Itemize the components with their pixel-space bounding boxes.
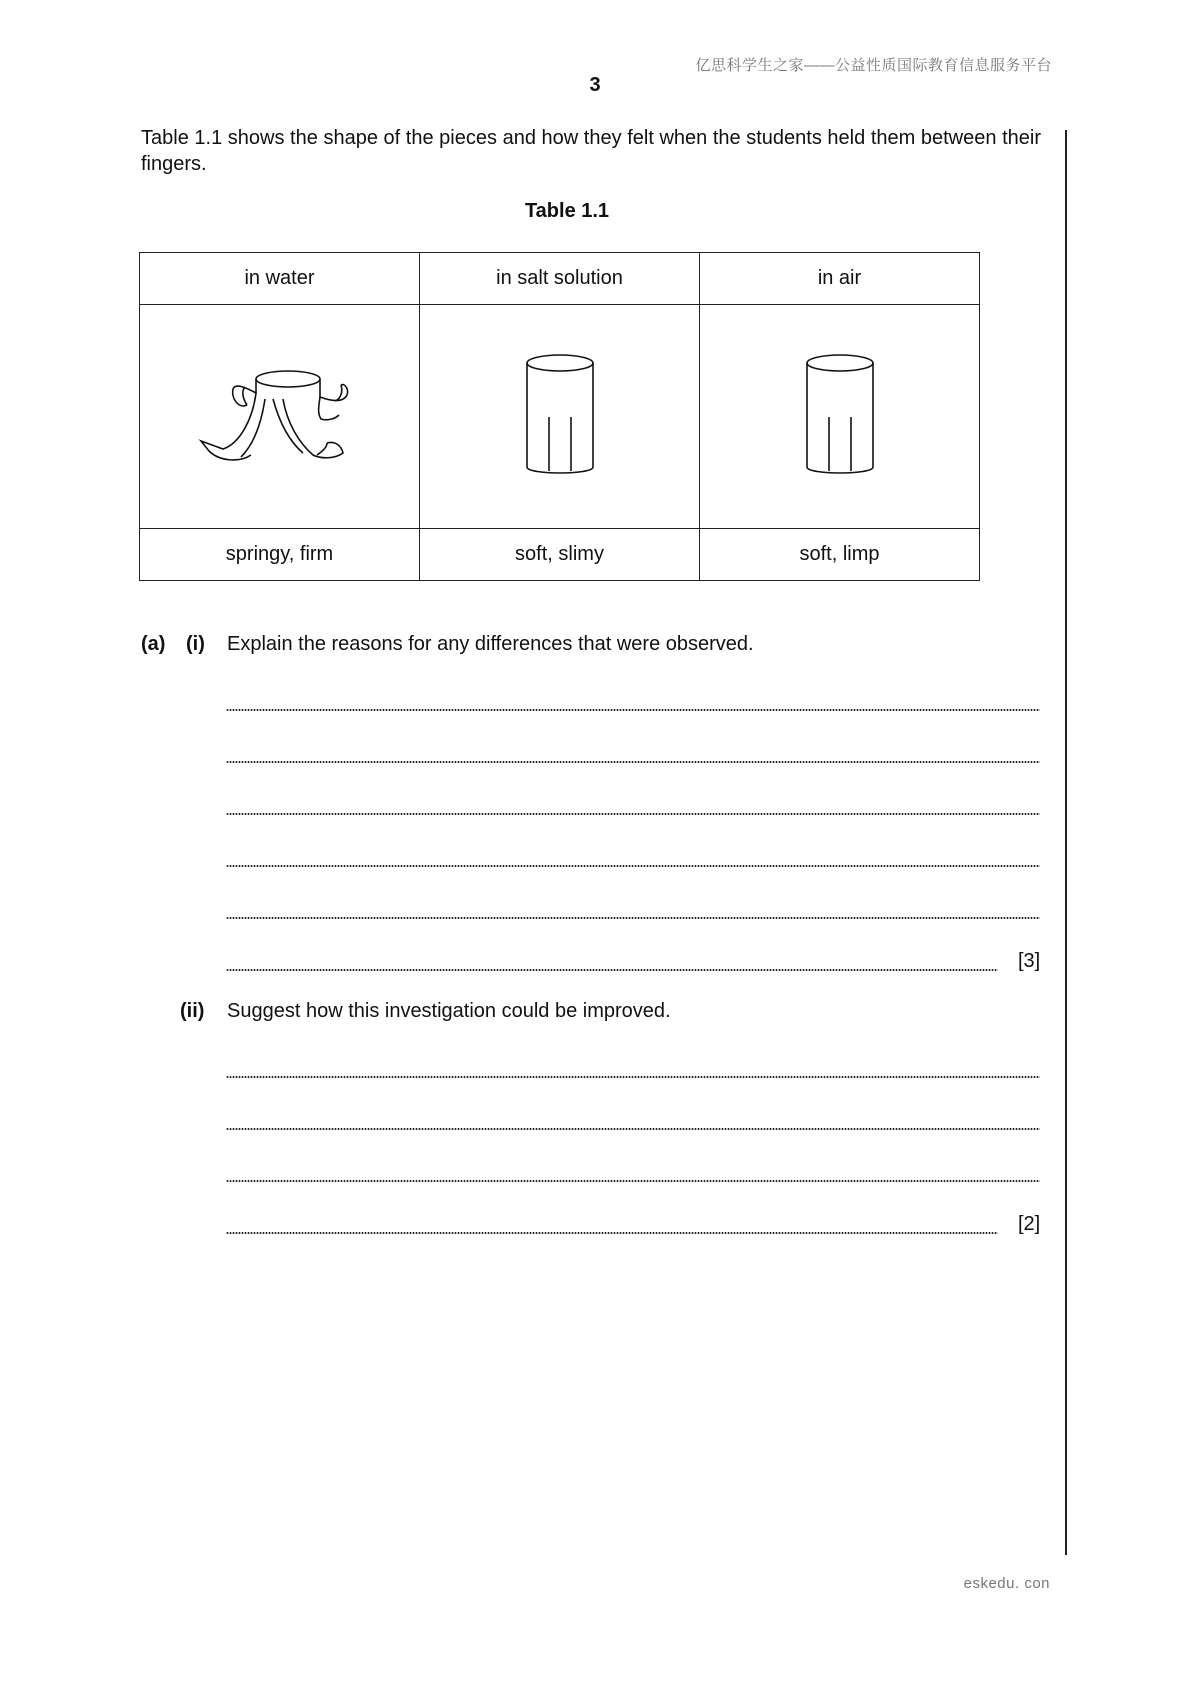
drawing-cell-air: [700, 305, 980, 529]
drawing-cell-water: [140, 305, 420, 529]
limp-cylinder-icon: [800, 349, 880, 479]
feel-in-water: springy, firm: [140, 529, 420, 581]
answer-line[interactable]: [226, 916, 1040, 920]
question-ii-text: Suggest how this investigation could be improved.: [227, 1000, 671, 1022]
table-feel-row: [140, 529, 980, 581]
answer-line[interactable]: [226, 968, 998, 972]
marks-i: [3]: [1018, 950, 1041, 972]
table-drawing-row: [140, 305, 980, 529]
marks-ii: [2]: [1018, 1213, 1041, 1235]
answer-line[interactable]: [226, 1231, 998, 1235]
answer-line[interactable]: [226, 812, 1040, 816]
footer-site: eskedu. con: [963, 1575, 1050, 1592]
question-ii-label: (ii): [180, 1000, 205, 1022]
observation-table: [139, 252, 980, 581]
header-in-salt-solution: in salt solution: [420, 253, 700, 305]
feel-in-air: soft, limp: [700, 529, 980, 581]
question-i-text: Explain the reasons for any differences that were observed.: [227, 633, 754, 655]
drawing-cell-salt: [420, 305, 700, 529]
table-header-row: [140, 253, 980, 305]
answer-line[interactable]: [226, 864, 1040, 868]
header-in-water: in water: [140, 253, 420, 305]
curled-tissue-icon: [195, 359, 365, 469]
answer-line[interactable]: [226, 1075, 1040, 1079]
header-in-air: in air: [700, 253, 980, 305]
question-i-label: (i): [186, 633, 205, 655]
page-number: 3: [589, 74, 601, 96]
answer-line[interactable]: [226, 708, 1040, 712]
answer-line[interactable]: [226, 1179, 1040, 1183]
answer-line[interactable]: [226, 760, 1040, 764]
table-caption: Table 1.1: [524, 200, 610, 222]
intro-paragraph: Table 1.1 shows the shape of the pieces and how they felt when the students held them between their fingers.: [141, 127, 1041, 175]
limp-cylinder-icon: [520, 349, 600, 479]
watermark-text: 亿思科学生之家——公益性质国际教育信息服务平台: [695, 57, 1052, 74]
feel-in-salt-solution: soft, slimy: [420, 529, 700, 581]
answer-line[interactable]: [226, 1127, 1040, 1131]
margin-rule: [1065, 130, 1067, 1555]
part-label: (a): [141, 633, 166, 655]
